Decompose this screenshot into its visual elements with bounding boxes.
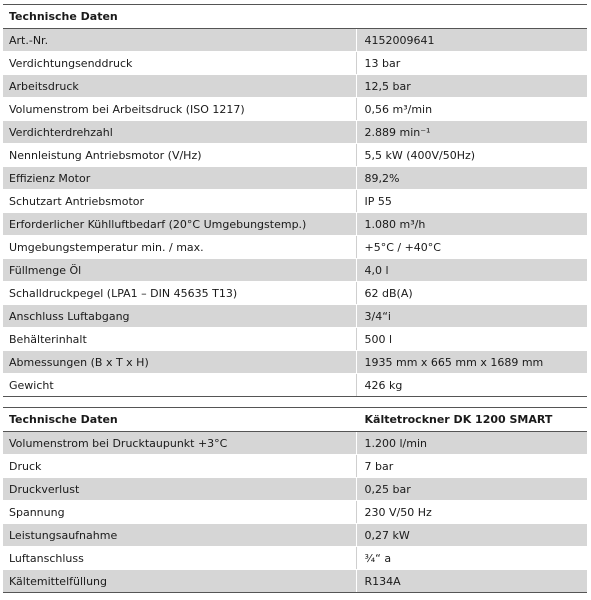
spec-value: R134A — [356, 570, 587, 593]
spec-value: 3/4“i — [356, 305, 587, 328]
header-value: Kältetrockner DK 1200 SMART — [356, 408, 587, 432]
spec-value: +5°C / +40°C — [356, 236, 587, 259]
dryer-specs-header-row — [3, 408, 587, 432]
spec-value: 13 bar — [356, 52, 587, 75]
header-label: Technische Daten — [3, 408, 356, 432]
spec-label: Kältemittelfüllung — [3, 570, 356, 593]
table-row — [3, 374, 587, 397]
table-row — [3, 351, 587, 374]
table-row — [3, 75, 587, 98]
spec-value: 1.200 l/min — [356, 432, 587, 455]
table-row — [3, 52, 587, 75]
table-row — [3, 547, 587, 570]
spec-label: Abmessungen (B x T x H) — [3, 351, 356, 374]
dryer-specs-table — [3, 407, 587, 593]
table-row — [3, 570, 587, 593]
table-row — [3, 305, 587, 328]
table-row — [3, 501, 587, 524]
spec-value: 7 bar — [356, 455, 587, 478]
spec-value: 4152009641 — [356, 29, 587, 52]
spec-label: Erforderlicher Kühlluftbedarf (20°C Umgebungstemp.) — [3, 213, 356, 236]
spec-label: Anschluss Luftabgang — [3, 305, 356, 328]
spec-label: Behälterinhalt — [3, 328, 356, 351]
spec-label: Füllmenge Öl — [3, 259, 356, 282]
spec-value: 500 l — [356, 328, 587, 351]
spec-value: 0,27 kW — [356, 524, 587, 547]
spec-label: Art.-Nr. — [3, 29, 356, 52]
spec-value: 0,56 m³/min — [356, 98, 587, 121]
spec-value: 2.889 min⁻¹ — [356, 121, 587, 144]
spec-label: Verdichtungsenddruck — [3, 52, 356, 75]
spec-value: 230 V/50 Hz — [356, 501, 587, 524]
table-row — [3, 328, 587, 351]
spec-value: 426 kg — [356, 374, 587, 397]
spec-label: Arbeitsdruck — [3, 75, 356, 98]
table-row — [3, 524, 587, 547]
table-row — [3, 98, 587, 121]
spec-value: 0,25 bar — [356, 478, 587, 501]
table-row — [3, 29, 587, 52]
spec-label: Verdichterdrehzahl — [3, 121, 356, 144]
table-row — [3, 167, 587, 190]
spec-value: 12,5 bar — [356, 75, 587, 98]
spec-value: IP 55 — [356, 190, 587, 213]
spec-label: Volumenstrom bei Drucktaupunkt +3°C — [3, 432, 356, 455]
spec-label: Schutzart Antriebsmotor — [3, 190, 356, 213]
spec-value: 4,0 l — [356, 259, 587, 282]
header-value — [356, 5, 587, 29]
table-row — [3, 121, 587, 144]
spec-label: Leistungsaufnahme — [3, 524, 356, 547]
compressor-specs-header-row — [3, 5, 587, 29]
table-row — [3, 190, 587, 213]
spec-label: Schalldruckpegel (LPA1 – DIN 45635 T13) — [3, 282, 356, 305]
spec-label: Umgebungstemperatur min. / max. — [3, 236, 356, 259]
table-row — [3, 144, 587, 167]
compressor-specs-table — [3, 4, 587, 397]
spec-value: 89,2% — [356, 167, 587, 190]
spec-label: Effizienz Motor — [3, 167, 356, 190]
table-row — [3, 432, 587, 455]
spec-label: Nennleistung Antriebsmotor (V/Hz) — [3, 144, 356, 167]
header-label: Technische Daten — [3, 5, 356, 29]
table-row — [3, 455, 587, 478]
table-row — [3, 236, 587, 259]
spec-label: Luftanschluss — [3, 547, 356, 570]
spec-value: 1.080 m³/h — [356, 213, 587, 236]
table-row — [3, 259, 587, 282]
spec-label: Druckverlust — [3, 478, 356, 501]
table-row — [3, 282, 587, 305]
spec-label: Druck — [3, 455, 356, 478]
spec-value: 5,5 kW (400V/50Hz) — [356, 144, 587, 167]
spec-label: Gewicht — [3, 374, 356, 397]
table-row — [3, 213, 587, 236]
spec-value: 62 dB(A) — [356, 282, 587, 305]
spec-label: Spannung — [3, 501, 356, 524]
spec-value: ¾“ a — [356, 547, 587, 570]
spec-label: Volumenstrom bei Arbeitsdruck (ISO 1217) — [3, 98, 356, 121]
spec-value: 1935 mm x 665 mm x 1689 mm — [356, 351, 587, 374]
table-row — [3, 478, 587, 501]
